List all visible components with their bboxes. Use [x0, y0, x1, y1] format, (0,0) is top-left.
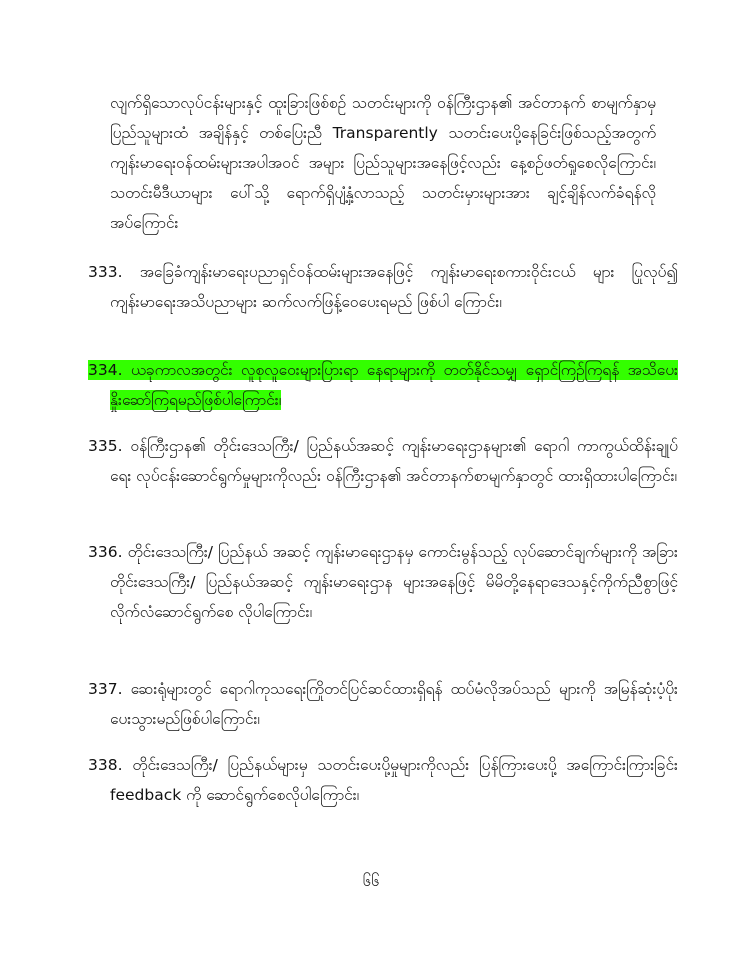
paragraph-text: ယခုကာလအတွင်း လူစုလူဝေးများပြားရာ နေရာများကို တတ်နိုင်သမျှ ရှောင်ကြဉ်ကြရန် အသိပေးနှိုးဆော်ကြရမည်ဖြစ်ပါကြောင်း၊	[110, 361, 678, 409]
paragraph-text: လျက်ရှိသောလုပ်ငန်းများနှင့် ထူးခြားဖြစ်စဉ် သတင်းများကို ဝန်ကြီးဌာန၏ အင်တာနက် စာမျက်နှာမှ ပြည်သူများထံ အချိန်နှင့် တစ်ပြေးညီ Transparently သတင်းပေးပို့နေခြင်းဖြစ်သည့်အတွက် ကျန်းမာရေးဝန်ထမ်းများအပါအဝင် အများ ပြည်သူများအနေဖြင့်လည်း နေ့စဉ်ဖတ်ရှုစေလိုကြောင်း၊ သတင်းမီဒီယာများ ပေါ်သို့ ရောက်ရှိပျံ့နှံ့လာသည့် သတင်းမှားများအား ချင့်ချိန်လက်ခံရန်လိုအပ်ကြောင်း	[110, 94, 656, 232]
continuation-paragraph	[110, 88, 656, 238]
paragraph-text: တိုင်းဒေသကြီး/ ပြည်နယ်များမှ သတင်းပေးပို့မှုများကိုလည်း ပြန်ကြားပေးပို့ အကြောင်းကြားခြင်း feedback ကို ဆောင်ရွက်စေလိုပါကြောင်း၊	[110, 756, 678, 804]
paragraph-text: ဆေးရုံများတွင် ရောဂါကုသရေးကြိုတင်ပြင်ဆင်ထားရှိရန် ထပ်မံလိုအပ်သည် များကို အမြန်ဆုံးပံ့ပိုးပေးသွားမည်ဖြစ်ပါကြောင်း၊	[110, 680, 678, 728]
paragraph-text: ဝန်ကြီးဌာန၏ တိုင်းဒေသကြီး/ ပြည်နယ်အဆင့် ကျန်းမာရေးဌာနများ၏ ရောဂါ ကာကွယ်ထိန်းချုပ်ရေး လုပ်ငန်းဆောင်ရွက်မှုများကိုလည်း ဝန်ကြီးဌာန၏ အင်တာနက်စာမျက်နှာတွင် ထားရှိထားပါကြောင်း၊	[110, 437, 678, 485]
paragraph-number: 334.	[88, 361, 123, 379]
paragraph-number: 337.	[88, 680, 123, 698]
paragraph-number: 338.	[88, 756, 123, 774]
page-number: ၆၆	[362, 872, 380, 890]
paragraph-337	[88, 674, 678, 734]
paragraph-number: 336.	[88, 543, 123, 561]
paragraph-number: 335.	[88, 437, 123, 455]
paragraph-333	[88, 257, 678, 317]
paragraph-335	[88, 431, 678, 491]
paragraph-336	[88, 537, 678, 627]
paragraph-text: အခြေခံကျန်းမာရေးပညာရှင်ဝန်ထမ်းများအနေဖြင့် ကျန်းမာရေးစကားဝိုင်းငယ် များ ပြုလုပ်၍ ကျန်းမာရေးအသိပညာများ ဆက်လက်ဖြန့်ဝေပေးရမည် ဖြစ်ပါ ကြောင်း၊	[110, 263, 678, 311]
paragraph-334-highlighted	[88, 355, 678, 415]
highlight-mark	[88, 360, 678, 410]
paragraph-number: 333.	[88, 263, 123, 281]
paragraph-text: တိုင်းဒေသကြီး/ ပြည်နယ် အဆင့် ကျန်းမာရေးဌာနမှ ကောင်းမွန်သည့် လုပ်ဆောင်ချက်များကို အခြား တိုင်းဒေသကြီး/ ပြည်နယ်အဆင့် ကျန်းမာရေးဌာန များအနေဖြင့် မိမိတို့နေရာဒေသနှင့်ကိုက်ညီစွာဖြင့် လိုက်လံဆောင်ရွက်စေ လိုပါကြောင်း၊	[110, 543, 678, 621]
paragraph-338	[88, 750, 678, 810]
